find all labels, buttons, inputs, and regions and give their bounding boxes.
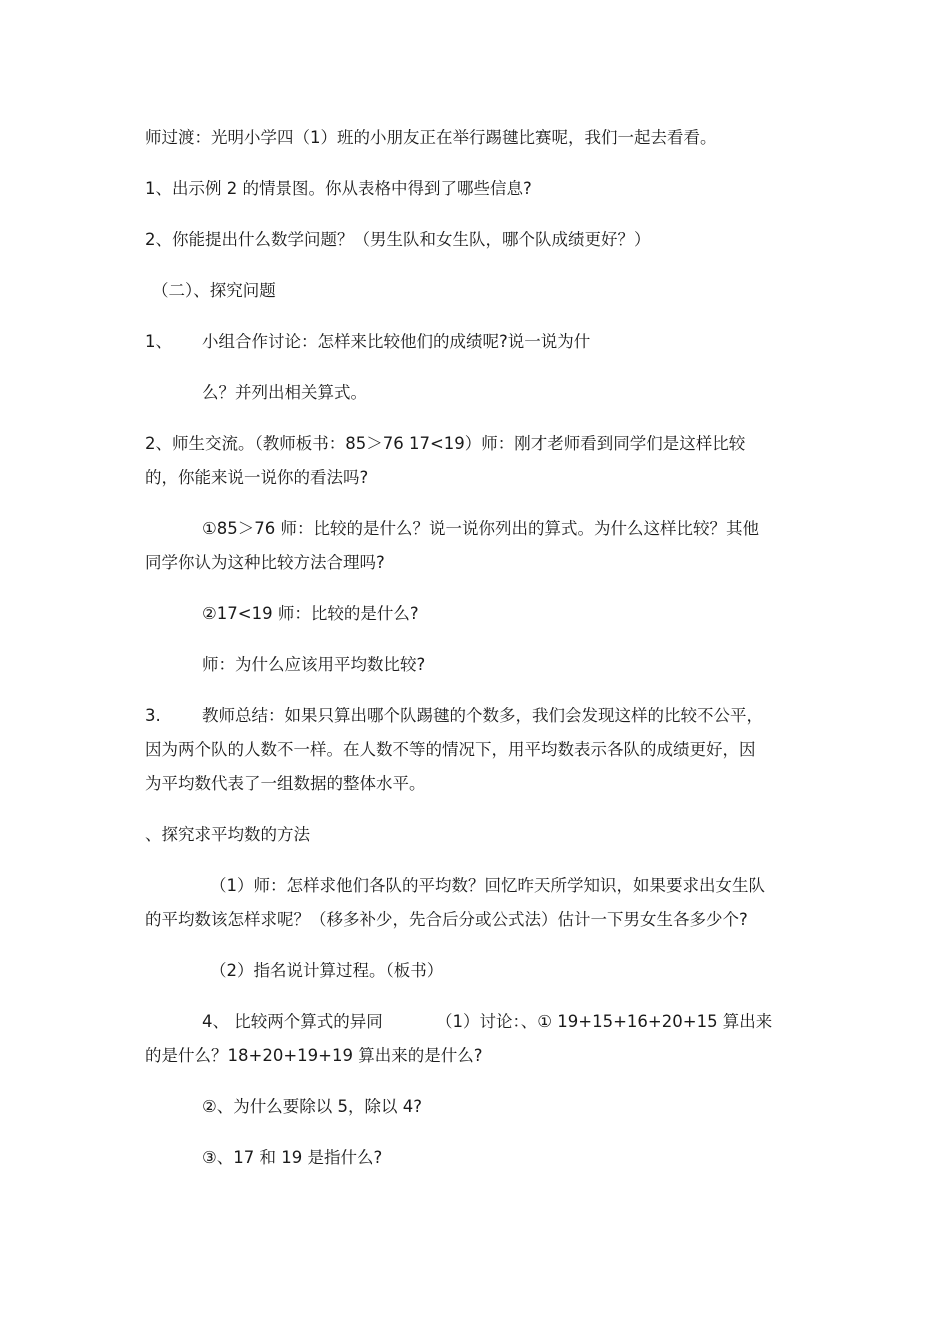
list-number: 1、: [145, 332, 172, 351]
section-heading-explore: （二）、探究问题: [152, 281, 276, 300]
paragraph-question-3: ③、17 和 19 是指什么?: [202, 1148, 383, 1167]
list-item-text: 4、 比较两个算式的异同: [202, 1012, 383, 1031]
list-item-4: [202, 1012, 773, 1032]
list-number: 3.: [145, 706, 161, 725]
paragraph-exchange: 2、师生交流。（教师板书：85＞76 17<19）师：刚才老师看到同学们是这样比较: [145, 434, 746, 453]
paragraph-method-1: （1）师：怎样求他们各队的平均数？回忆昨天所学知识，如果要求出女生队: [210, 876, 765, 895]
list-item-3: [145, 706, 763, 726]
paragraph-method-1-continuation: 的平均数该怎样求呢？（移多补少，先合后分或公式法）估计一下男女生各多少个?: [145, 910, 748, 929]
discussion-text: （1）讨论：、① 19+15+16+20+15 算出来: [436, 1012, 773, 1031]
list-item-1: [145, 332, 591, 352]
paragraph-why-average: 师：为什么应该用平均数比较?: [202, 655, 426, 674]
list-item-4-continuation: 的是什么？18+20+19+19 算出来的是什么?: [145, 1046, 483, 1065]
paragraph-intro: 师过渡：光明小学四（1）班的小朋友正在举行踢毽比赛呢，我们一起去看看。: [145, 128, 717, 147]
list-item-text: 教师总结：如果只算出哪个队踢毽的个数多，我们会发现这样的比较不公平，: [202, 706, 763, 725]
paragraph-step-1: 1、出示例 2 的情景图。你从表格中得到了哪些信息?: [145, 179, 532, 198]
paragraph-method-2: （2）指名说计算过程。（板书）: [210, 961, 444, 980]
paragraph-summary-continuation-2: 为平均数代表了一组数据的整体水平。: [145, 774, 426, 793]
paragraph-step-2: 2、你能提出什么数学问题？（男生队和女生队，哪个队成绩更好？）: [145, 230, 651, 249]
section-heading-method: 、探究求平均数的方法: [145, 825, 310, 844]
list-item-1-continuation: 么？并列出相关算式。: [202, 383, 367, 402]
paragraph-compare-1: ①85＞76 师：比较的是什么？说一说你列出的算式。为什么这样比较？其他: [202, 519, 760, 538]
list-item-text: 小组合作讨论：怎样来比较他们的成绩呢?说一说为什: [202, 332, 591, 351]
paragraph-exchange-continuation: 的，你能来说一说你的看法吗?: [145, 468, 369, 487]
paragraph-compare-2: ②17<19 师：比较的是什么?: [202, 604, 419, 623]
paragraph-question-2: ②、为什么要除以 5，除以 4?: [202, 1097, 423, 1116]
paragraph-summary-continuation-1: 因为两个队的人数不一样。在人数不等的情况下，用平均数表示各队的成绩更好，因: [145, 740, 756, 759]
paragraph-compare-1-continuation: 同学你认为这种比较方法合理吗?: [145, 553, 385, 572]
